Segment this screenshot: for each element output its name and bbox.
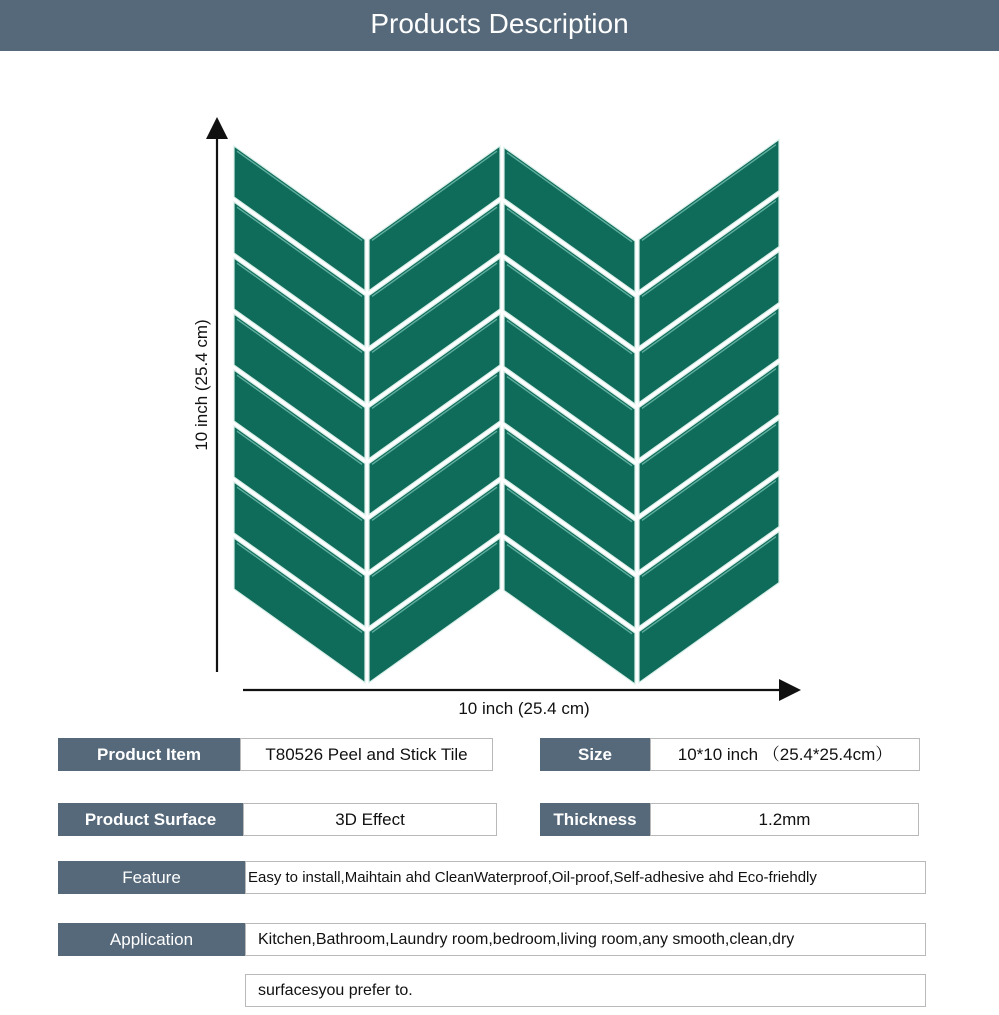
page-title: Products Description <box>370 8 629 39</box>
feature-label: Feature <box>58 861 245 894</box>
product-surface-value: 3D Effect <box>243 803 497 836</box>
product-item-value: T80526 Peel and Stick Tile <box>240 738 493 771</box>
thickness-label: Thickness <box>540 803 650 836</box>
application-value-line1: Kitchen,Bathroom,Laundry room,bedroom,living room,any smooth,clean,dry <box>245 923 926 956</box>
product-surface-label: Product Surface <box>58 803 243 836</box>
thickness-value: 1.2mm <box>650 803 919 836</box>
width-dimension-label: 10 inch (25.4 cm) <box>458 699 590 718</box>
chevron-tile-sheet <box>234 140 779 684</box>
product-item-label: Product Item <box>58 738 240 771</box>
application-label: Application <box>58 923 245 956</box>
size-value: 10*10 inch （25.4*25.4cm） <box>650 738 920 771</box>
size-label: Size <box>540 738 650 771</box>
height-dimension-label: 10 inch (25.4 cm) <box>192 319 211 451</box>
feature-value: Easy to install,Maihtain ahd CleanWaterproof,Oil-proof,Self-adhesive ahd Eco-friehdly <box>245 861 926 894</box>
application-value-line2: surfacesyou prefer to. <box>245 974 926 1007</box>
